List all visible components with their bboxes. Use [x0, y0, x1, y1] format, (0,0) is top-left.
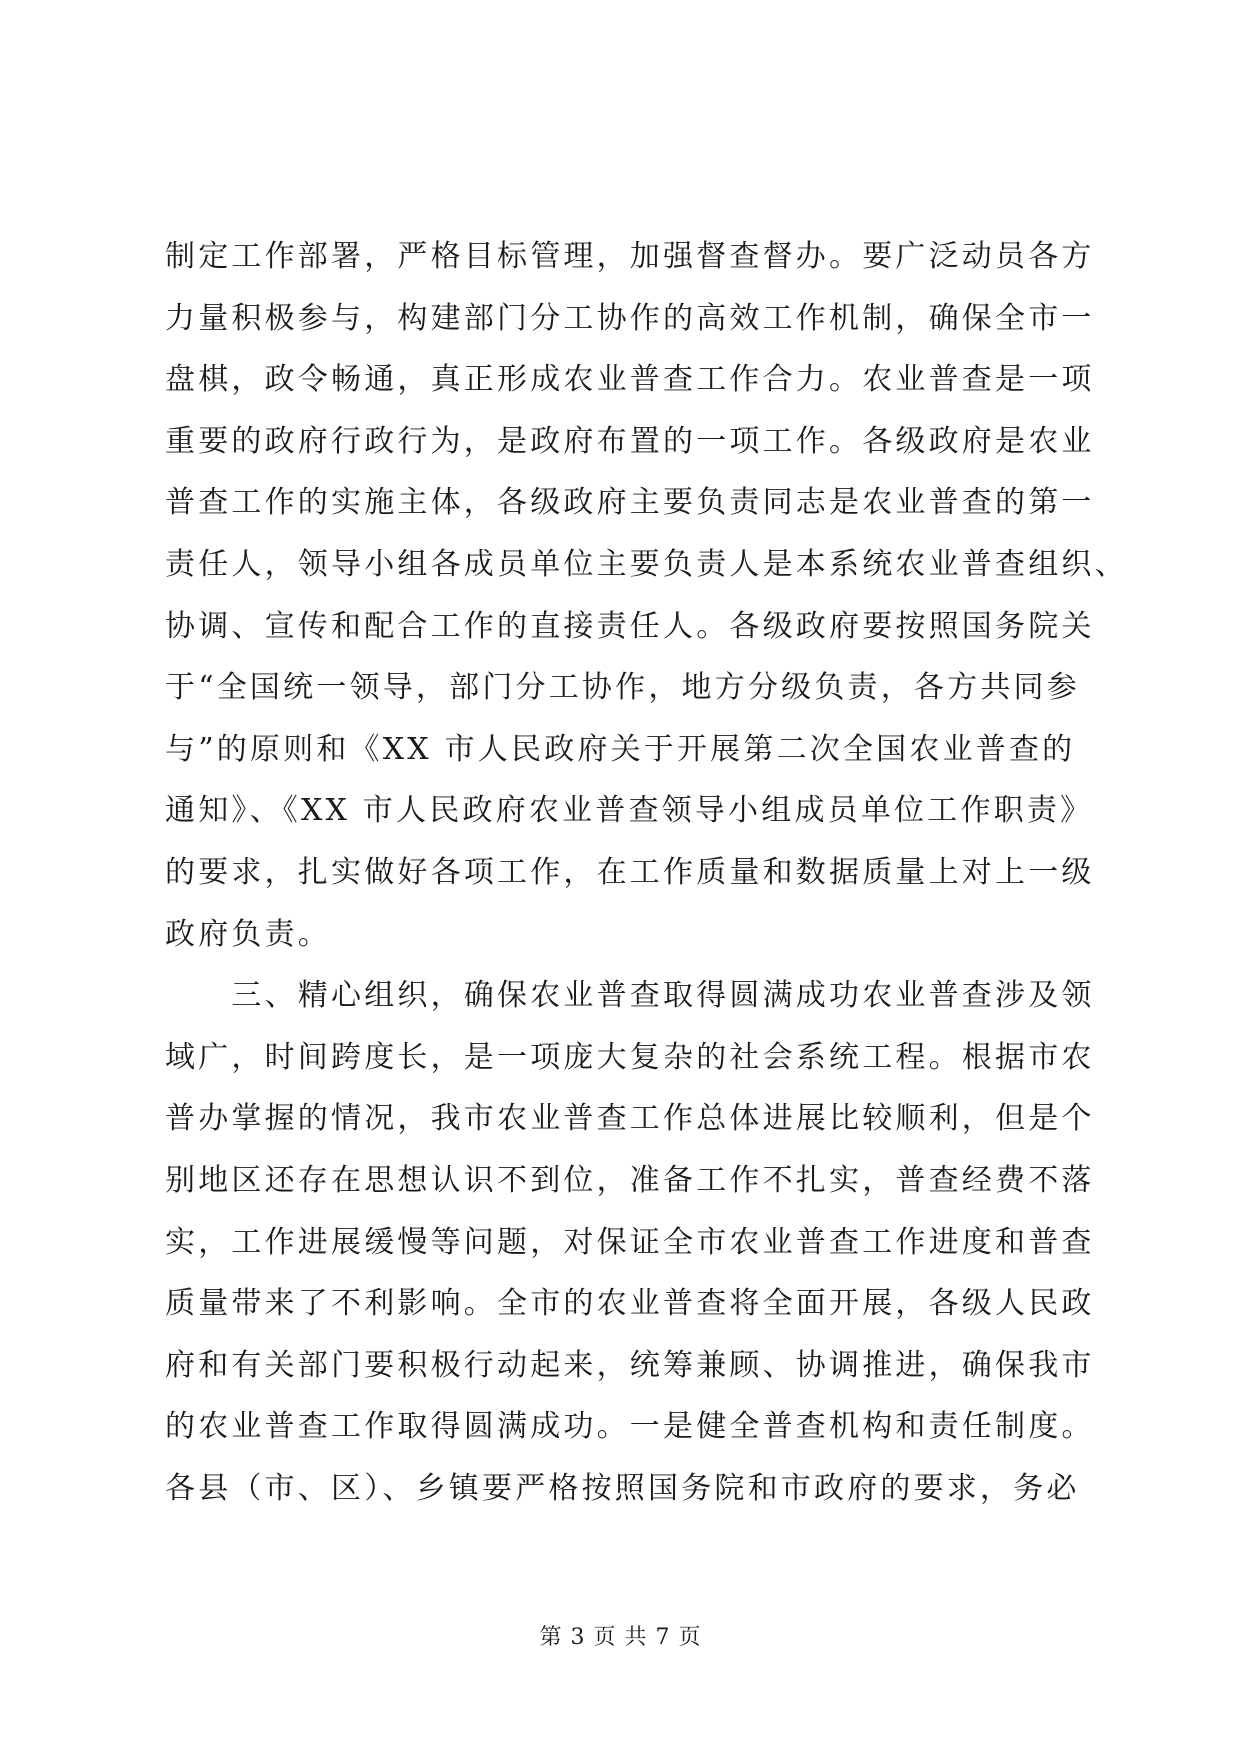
text-line: 实，工作进展缓慢等问题，对保证全市农业普查工作进度和普查	[165, 1224, 1095, 1260]
text-line: 制定工作部署，严格目标管理，加强督查督办。要广泛动员各方	[165, 239, 1095, 274]
body-text	[165, 226, 1128, 1519]
text-line: 责任人，领导小组各成员单位主要负责人是本系统农业普查组织、	[165, 546, 1128, 582]
text-line: 三、精心组织，确保农业普查取得圆满成功农业普查涉及领	[165, 978, 1095, 1014]
text-line: 质量带来了不利影响。全市的农业普查将全面开展，各级人民政	[165, 1286, 1095, 1322]
text-line: 各县（市、区）、乡镇要严格按照国务院和市政府的要求，务必	[165, 1470, 1080, 1506]
text-line: 与”的原则和《XX 市人民政府关于开展第二次全国农业普查的	[165, 731, 1076, 767]
text-line: 政府负责。	[165, 916, 331, 952]
text-line: 协调、宣传和配合工作的直接责任人。各级政府要按照国务院关	[165, 608, 1095, 644]
text-line: 域广，时间跨度长，是一项庞大复杂的社会系统工程。根据市农	[165, 1039, 1095, 1075]
page-number: 第 3 页 共 7 页	[539, 1625, 702, 1650]
text-line: 普办掌握的情况，我市农业普查工作总体进展比较顺利，但是个	[165, 1101, 1095, 1137]
text-line: 力量积极参与，构建部门分工协作的高效工作机制，确保全市一	[165, 300, 1095, 336]
text-line: 重要的政府行政行为，是政府布置的一项工作。各级政府是农业	[165, 423, 1095, 459]
text-line: 普查工作的实施主体，各级政府主要负责同志是农业普查的第一	[165, 485, 1095, 521]
text-line: 通知》、《XX 市人民政府农业普查领导小组成员单位工作职责》	[165, 793, 1094, 829]
text-line: 别地区还存在思想认识不到位，准备工作不扎实，普查经费不落	[165, 1162, 1095, 1198]
text-line: 于“全国统一领导，部门分工协作，地方分级负责，各方共同参	[165, 670, 1080, 706]
text-line: 的农业普查工作取得圆满成功。一是健全普查机构和责任制度。	[165, 1409, 1095, 1445]
text-line: 的要求，扎实做好各项工作，在工作质量和数据质量上对上一级	[165, 854, 1095, 890]
text-line: 盘棋，政令畅通，真正形成农业普查工作合力。农业普查是一项	[165, 362, 1095, 398]
page-footer	[0, 1620, 1241, 1651]
text-line: 府和有关部门要积极行动起来，统筹兼顾、协调推进，确保我市	[165, 1347, 1095, 1383]
